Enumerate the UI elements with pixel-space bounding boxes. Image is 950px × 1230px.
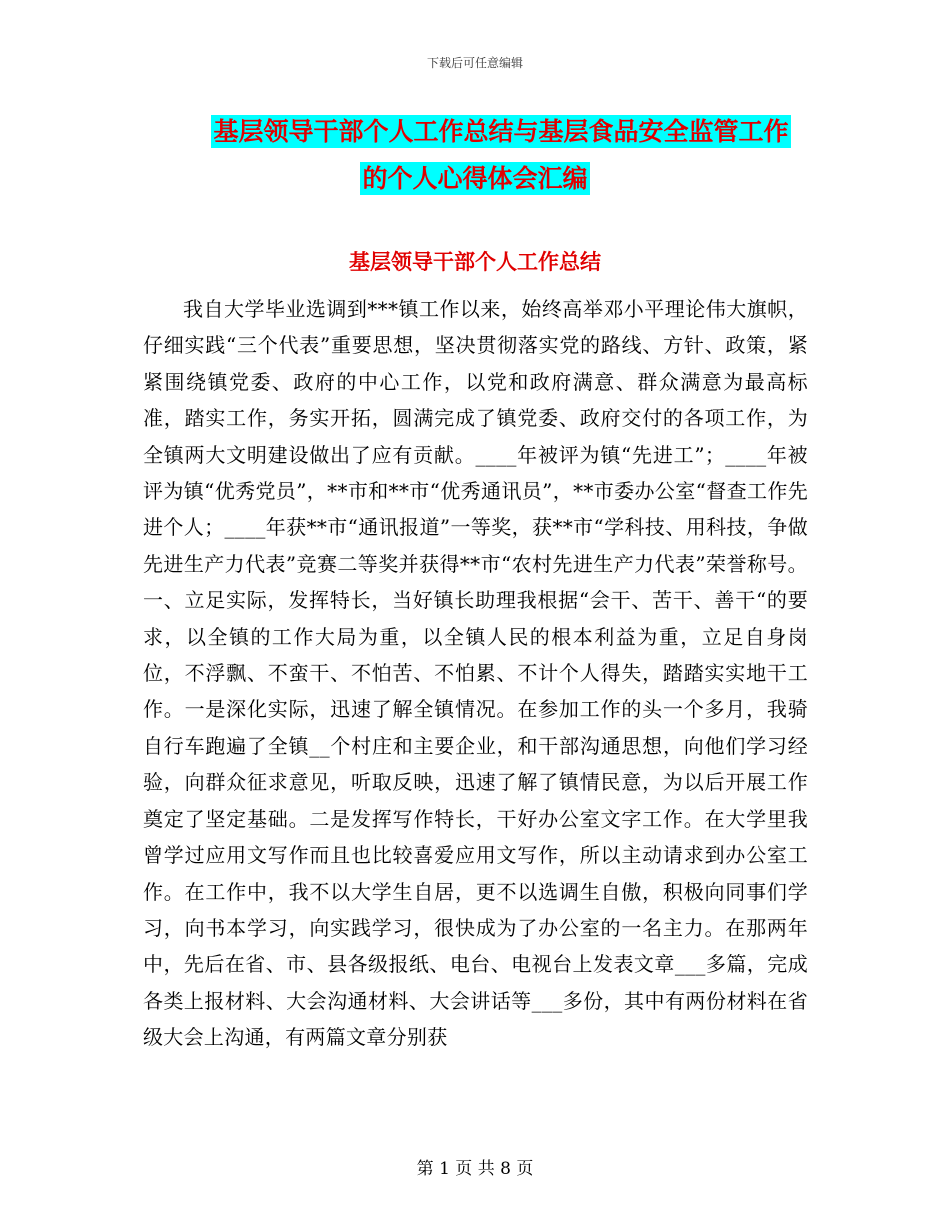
body-paragraph: 我自大学毕业选调到***镇工作以来，始终高举邓小平理论伟大旗帜，仔细实践“三个代表”重要思想，坚决贯彻落实党的路线、方针、政策，紧紧围绕镇党委、政府的中心工作，以党和政府满意、群众满意为最高标准，踏实工作，务实开拓，圆满完成了镇党委、政府交付的各项工作，为全镇两大文明建设做出了应有贡献。____年被评为镇“先进工”；____年被评为镇“优秀党员”，**市和**市“优秀通讯员”，**市委办公室“督查工作先进个人；____年获**市“通讯报道”一等奖，获**市“学科技、用科技，争做先进生产力代表”竞赛二等奖并获得**市“农村先进生产力代表”荣誉称号。一、立足实际，发挥特长，当好镇长助理我根据“会干、苦干、善干“的要求，以全镇的工作大局为重，以全镇人民的根本利益为重，立足自身岗位，不浮飘、不蛮干、不怕苦、不怕累、不计个人得失，踏踏实实地干工作。一是深化实际，迅速了解全镇情况。在参加工作的头一个多月，我骑自行车跑遍了全镇__个村庄和主要企业，和干部沟通思想，向他们学习经验，向群众征求意见，听取反映，迅速了解了镇情民意，为以后开展工作奠定了坚定基础。二是发挥写作特长，干好办公室文字工作。在大学里我曾学过应用文写作而且也比较喜爱应用文写作，所以主动请求到办公室工作。在工作中，我不以大学生自居，更不以选调生自傲，积极向同事们学习，向书本学习，向实践学习，很快成为了办公室的一名主力。在那两年中，先后在省、市、县各级报纸、电台、电视台上发表文章___多篇，完成各类上报材料、大会沟通材料、大会讲话等___多份，其中有两份材料在省级大会上沟通，有两篇文章分别获 (143, 297, 808, 1050)
page-footer: 第 1 页 共 8 页 (416, 1159, 534, 1179)
document-title (0, 108, 950, 202)
title-line-2: 的个人心得体会汇编 (362, 164, 588, 193)
header-note: 下载后可任意编辑 (426, 56, 523, 70)
title-line-1: 基层领导干部个人工作总结与基层食品安全监管工作 (213, 117, 789, 146)
section-title: 基层领导干部个人工作总结 (349, 249, 601, 274)
